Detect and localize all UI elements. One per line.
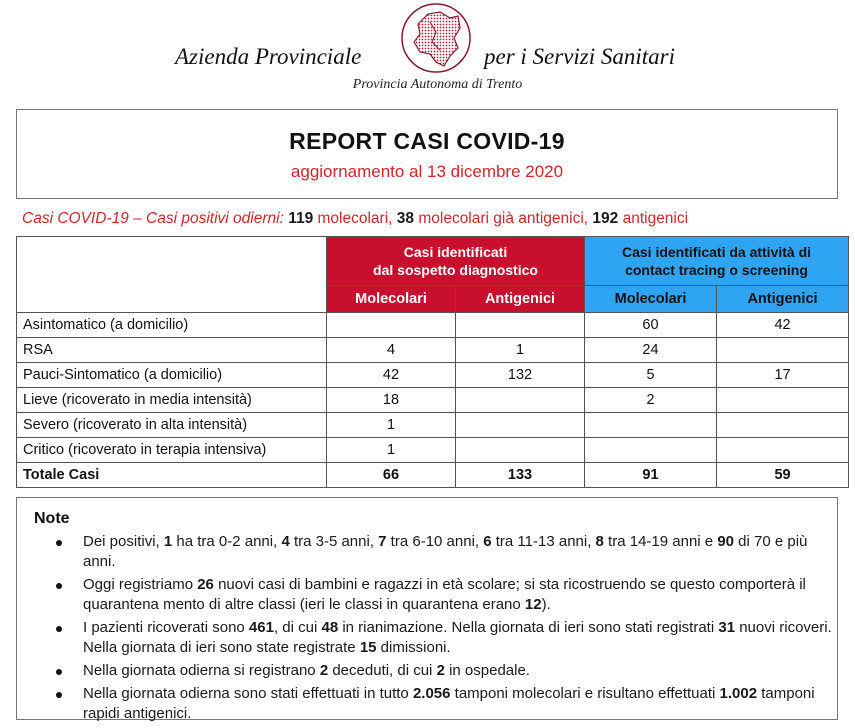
note-number: 31 (718, 619, 736, 636)
cell-diagnostic-molecolari: 4 (327, 338, 456, 363)
note-item (56, 532, 836, 572)
summary-molecolari-count: 119 (288, 210, 314, 227)
cell-diagnostic-antigenici (456, 413, 585, 438)
cases-table (16, 236, 849, 488)
total-diagnostic-molecolari: 66 (327, 463, 456, 488)
note-number: 461 (248, 619, 274, 636)
cell-tracing-antigenici: 17 (717, 363, 849, 388)
cell-diagnostic-antigenici (456, 438, 585, 463)
total-tracing-molecolari: 91 (585, 463, 717, 488)
total-diagnostic-antigenici: 133 (456, 463, 585, 488)
summary-antigenici-count: 192 (592, 210, 619, 227)
note-text: tra 11-13 anni, (491, 533, 596, 550)
note-text: deceduti, di cui (328, 662, 437, 679)
summary-prefix: Casi COVID-19 – Casi positivi odierni: (22, 210, 284, 227)
daily-summary (22, 210, 688, 228)
note-text: tra 6-10 anni, (386, 533, 484, 550)
note-text: in ospedale. (444, 662, 530, 679)
cell-tracing-antigenici (717, 413, 849, 438)
cell-diagnostic-molecolari: 1 (327, 438, 456, 463)
table-row (17, 338, 849, 363)
note-text: di 70 e più anni. (83, 533, 808, 570)
note-number: 7 (378, 533, 387, 550)
cell-tracing-molecolari (585, 438, 717, 463)
note-text: ). (541, 596, 551, 613)
row-label: Pauci-Sintomatico (a domicilio) (17, 363, 327, 388)
note-text: tra 14-19 anni e (603, 533, 718, 550)
note-number: 4 (281, 533, 290, 550)
cell-tracing-antigenici (717, 338, 849, 363)
cell-tracing-molecolari: 60 (585, 313, 717, 338)
notes-title: Note (34, 510, 70, 527)
note-text: Nella giornata odierna si registrano (83, 662, 320, 679)
summary-molecolari-label: molecolari, (317, 210, 393, 227)
cell-diagnostic-molecolari: 18 (327, 388, 456, 413)
cell-diagnostic-antigenici: 132 (456, 363, 585, 388)
cell-diagnostic-antigenici (456, 388, 585, 413)
note-number: 48 (321, 619, 339, 636)
summary-gia-antigenici-label: molecolari già antigenici, (418, 210, 589, 227)
cell-tracing-antigenici (717, 438, 849, 463)
cell-tracing-molecolari: 2 (585, 388, 717, 413)
col-header-tracing-antigenici: Antigenici (717, 286, 849, 313)
note-text: nuovi casi di bambini e ragazzi in età scolare; si sta ricostruendo se questo comporterà il quarantena mento di altre classi (ieri le classi in quarantena erano (83, 576, 806, 613)
table-row (17, 388, 849, 413)
table-total-row (17, 463, 849, 488)
note-number: 15 (359, 639, 377, 656)
note-number: 2.056 (412, 685, 451, 702)
cell-tracing-molecolari (585, 413, 717, 438)
note-number: 1 (163, 533, 173, 550)
note-number: 26 (197, 576, 214, 593)
group-header-diagnostic (327, 237, 585, 286)
col-header-tracing-molecolari: Molecolari (585, 286, 717, 313)
table-row (17, 363, 849, 388)
col-header-diagnostic-molecolari: Molecolari (327, 286, 456, 313)
row-label: Severo (ricoverato in alta intensità) (17, 413, 327, 438)
organization-name-left: Azienda Provinciale (175, 44, 362, 69)
organization-subtitle: Provincia Autonoma di Trento (352, 77, 523, 92)
summary-antigenici-label: antigenici (622, 210, 689, 227)
note-number: 90 (717, 533, 734, 550)
row-label: Lieve (ricoverato in media intensità) (17, 388, 327, 413)
note-number: 6 (483, 533, 492, 550)
note-text: in rianimazione. Nella giornata di ieri sono stati registrati (338, 619, 719, 636)
note-text: Nella giornata odierna sono stati effettuati in tutto (83, 685, 413, 702)
cell-diagnostic-molecolari (327, 313, 456, 338)
note-number: 2 (319, 662, 329, 679)
notes-list (56, 532, 836, 727)
group-header-diagnostic-line2: dal sospetto diagnostico (373, 262, 538, 278)
cell-diagnostic-antigenici (456, 313, 585, 338)
summary-gia-antigenici-count: 38 (396, 210, 415, 227)
cell-diagnostic-antigenici: 1 (456, 338, 585, 363)
cell-diagnostic-molecolari: 1 (327, 413, 456, 438)
note-item (56, 661, 836, 681)
cell-tracing-molecolari: 5 (585, 363, 717, 388)
cell-tracing-antigenici: 42 (717, 313, 849, 338)
col-header-diagnostic-antigenici: Antigenici (456, 286, 585, 313)
note-number: 8 (595, 533, 604, 550)
note-text: , di cui (273, 619, 322, 636)
table-corner-cell (17, 237, 327, 313)
total-label: Totale Casi (17, 463, 327, 488)
total-tracing-antigenici: 59 (717, 463, 849, 488)
trentino-map-logo-icon (400, 2, 472, 74)
note-text: tamponi molecolari e risultano effettuati (450, 685, 720, 702)
note-item (56, 575, 836, 615)
row-label: Asintomatico (a domicilio) (17, 313, 327, 338)
note-text: tra 3-5 anni, (289, 533, 379, 550)
report-title-box (16, 109, 838, 199)
note-text: dimissioni. (376, 639, 451, 656)
note-text: nuovi ricoveri. Nella giornata di ieri sono state registrate (83, 619, 832, 656)
group-header-contact-tracing-line1: Casi identificati da attività di (621, 244, 812, 260)
note-item (56, 618, 836, 658)
cell-tracing-antigenici (717, 388, 849, 413)
group-header-contact-tracing-line2: contact tracing o screening (625, 262, 808, 278)
note-text: I pazienti ricoverati sono (83, 619, 249, 636)
note-text: tamponi rapidi antigenici. (83, 685, 815, 722)
table-row (17, 413, 849, 438)
note-number: 1.002 (719, 685, 758, 702)
table-row (17, 313, 849, 338)
note-text: ha tra 0-2 anni, (172, 533, 282, 550)
cell-diagnostic-molecolari: 42 (327, 363, 456, 388)
group-header-contact-tracing (585, 237, 849, 286)
note-text: Oggi registriamo (83, 576, 198, 593)
note-item (56, 684, 836, 724)
cell-tracing-molecolari: 24 (585, 338, 717, 363)
report-title: REPORT CASI COVID-19 (289, 128, 565, 154)
row-label: Critico (ricoverato in terapia intensiva) (17, 438, 327, 463)
report-update-date: aggiornamento al 13 dicembre 2020 (290, 162, 564, 181)
note-number: 2 (436, 662, 445, 679)
row-label: RSA (17, 338, 327, 363)
note-number: 12 (524, 596, 542, 613)
group-header-diagnostic-line1: Casi identificati (403, 244, 508, 260)
note-text: Dei positivi, (83, 533, 164, 550)
notes-box (16, 497, 838, 720)
organization-name-right: per i Servizi Sanitari (484, 44, 676, 69)
table-row (17, 438, 849, 463)
